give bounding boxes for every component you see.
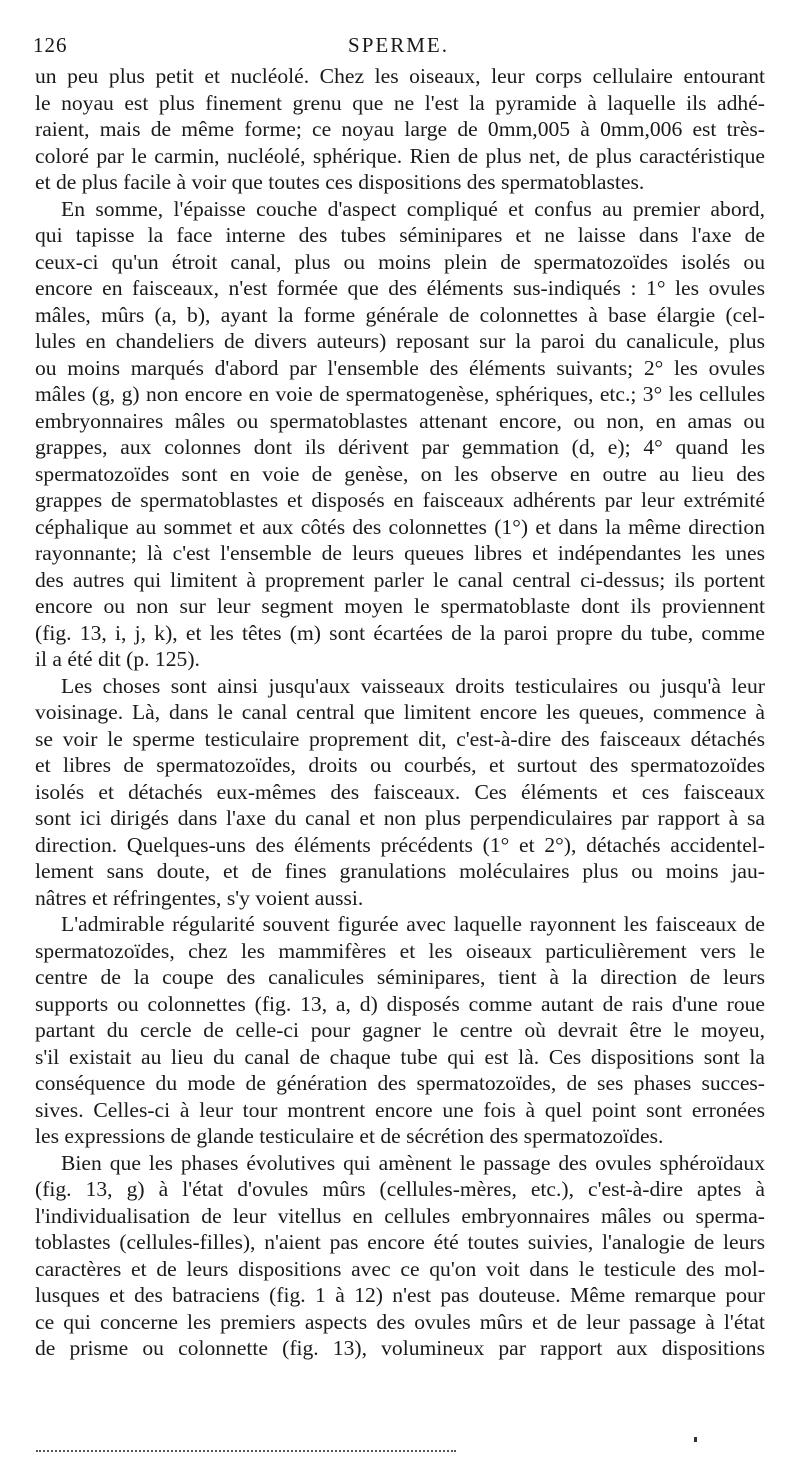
text-line: embryonnaires mâles ou spermatoblastes attenant encore, ou non, en amas ou xyxy=(35,408,765,433)
running-title: SPERME. xyxy=(348,33,449,57)
text-line: l'individualisation de leur vitellus en cellules embryonnaires mâles ou sperma- xyxy=(35,1203,765,1228)
text-line: (fig. 13, i, j, k), et les têtes (m) sont écartées de la paroi propre du tube, comme xyxy=(35,620,765,645)
text-line: sives. Celles-ci à leur tour montrent encore une fois à quel point sont erronées xyxy=(35,1097,765,1122)
text-line: et libres de spermatozoïdes, droits ou courbés, et surtout des spermatozoïdes xyxy=(35,753,765,777)
page-number: 126 xyxy=(33,33,68,57)
print-speck xyxy=(694,1437,697,1442)
text-line: grappes de spermatoblastes et disposés en faisceaux adhérents par leur extrémité xyxy=(35,488,765,512)
text-line: rayonnante; là c'est l'ensemble de leurs queues libres et indépendantes les unes xyxy=(35,541,765,565)
text-line: coloré par le carmin, nucléolé, sphérique. Rien de plus net, de plus caractéristique xyxy=(35,143,765,168)
text-line: L'admirable régularité souvent figurée avec laquelle rayonnent les faisceaux de xyxy=(61,912,765,936)
text-line: encore en faisceaux, n'est formée que des éléments sus-indiqués : 1° les ovules xyxy=(35,276,765,300)
text-line: raient, mais de même forme; ce noyau large de 0mm,005 à 0mm,006 est très- xyxy=(35,117,765,141)
running-head xyxy=(33,30,764,60)
text-line: le noyau est plus finement grenu que ne l'est la pyramide à laquelle ils adhé- xyxy=(35,90,765,115)
text-line: lules en chandeliers de divers auteurs) reposant sur la paroi du canalicule, plus xyxy=(35,329,765,353)
text-line: (fig. 13, g) à l'état d'ovules mûrs (cellules-mères, etc.), c'est-à-dire aptes à xyxy=(35,1177,765,1201)
text-line: céphalique au sommet et aux côtés des colonnettes (1°) et dans la même direction xyxy=(35,514,765,539)
text-line: conséquence du mode de génération des spermatozoïdes, de ses phases succes- xyxy=(35,1071,765,1095)
text-line: lusques et des batraciens (fig. 1 à 12) n'est pas douteuse. Même remarque pour xyxy=(35,1283,765,1307)
text-line: un peu plus petit et nucléolé. Chez les oiseaux, leur corps cellulaire entourant xyxy=(35,64,765,88)
text-line: caractères et de leurs dispositions avec ce qu'on voit dans le testicule des mol- xyxy=(35,1256,765,1281)
text-line: mâles (g, g) non encore en voie de spermatogenèse, sphériques, etc.; 3° les cellules xyxy=(35,382,765,406)
text-line: qui tapisse la face interne des tubes séminipares et ne laisse dans l'axe de xyxy=(35,223,765,247)
body-text xyxy=(35,63,765,1362)
text-line: se voir le sperme testiculaire proprement dit, c'est-à-dire des faisceaux détachés xyxy=(35,726,765,751)
text-line: et de plus facile à voir que toutes ces dispositions des spermatoblastes. xyxy=(35,170,645,194)
bottom-dotted-rule xyxy=(36,1450,456,1452)
text-line: Bien que les phases évolutives qui amènent le passage des ovules sphéroïdaux xyxy=(61,1150,765,1175)
text-line: centre de la coupe des canalicules séminipares, tient à la direction de leurs xyxy=(35,965,765,989)
text-line: direction. Quelques-uns des éléments précédents (1° et 2°), détachés accidentel- xyxy=(35,832,765,857)
text-line: ce qui concerne les premiers aspects des ovules mûrs et de leur passage à l'état xyxy=(35,1309,765,1334)
text-line: grappes, aux colonnes dont ils dérivent par gemmation (d, e); 4° quand les xyxy=(35,435,765,459)
text-line: spermatozoïdes, chez les mammifères et les oiseaux particulièrement vers le xyxy=(35,938,765,963)
text-line: Les choses sont ainsi jusqu'aux vaisseaux droits testiculaires ou jusqu'à leur xyxy=(61,673,765,698)
text-line: des autres qui limitent à proprement parler le canal central ci-dessus; ils portent xyxy=(35,567,765,592)
text-line: mâles, mûrs (a, b), ayant la forme générale de colonnettes à base élargie (cel- xyxy=(35,302,765,327)
text-line: ou moins marqués d'abord par l'ensemble des éléments suivants; 2° les ovules xyxy=(35,355,765,380)
text-line: isolés et détachés eux-mêmes des faisceaux. Ces éléments et ces faisceaux xyxy=(35,779,765,804)
text-line: toblastes (cellules-filles), n'aient pas encore été toutes suivies, l'analogie de leurs xyxy=(35,1230,765,1254)
text-line: de prisme ou colonnette (fig. 13), volumineux par rapport aux dispositions xyxy=(35,1336,765,1360)
text-line: ceux-ci qu'un étroit canal, plus ou moins plein de spermatozoïdes isolés ou xyxy=(35,249,765,274)
text-line: supports ou colonnettes (fig. 13, a, d) disposés comme autant de rais d'une roue xyxy=(35,991,765,1016)
text-line: encore ou non sur leur segment moyen le spermatoblaste dont ils proviennent xyxy=(35,594,765,618)
text-line: s'il existait au lieu du canal de chaque tube qui est là. Ces dispositions sont la xyxy=(35,1044,765,1069)
text-line: il a été dit (p. 125). xyxy=(35,647,200,671)
text-line: nâtres et réfringentes, s'y voient aussi. xyxy=(35,885,364,910)
text-line: lement sans doute, et de fines granulations moléculaires plus ou moins jau- xyxy=(35,859,765,883)
text-line: spermatozoïdes sont en voie de genèse, on les observe en outre au lieu des xyxy=(35,461,765,486)
text-line: En somme, l'épaisse couche d'aspect compliqué et confus au premier abord, xyxy=(61,196,765,221)
text-line: les expressions de glande testiculaire et de sécrétion des spermatozoïdes. xyxy=(35,1124,664,1148)
text-line: partant du cercle de celle-ci pour gagner le centre où devrait être le moyeu, xyxy=(35,1018,765,1042)
text-line: sont ici dirigés dans l'axe du canal et non plus perpendiculaires par rapport à sa xyxy=(35,806,765,830)
text-line: voisinage. Là, dans le canal central que limitent encore les queues, commence à xyxy=(35,700,765,724)
